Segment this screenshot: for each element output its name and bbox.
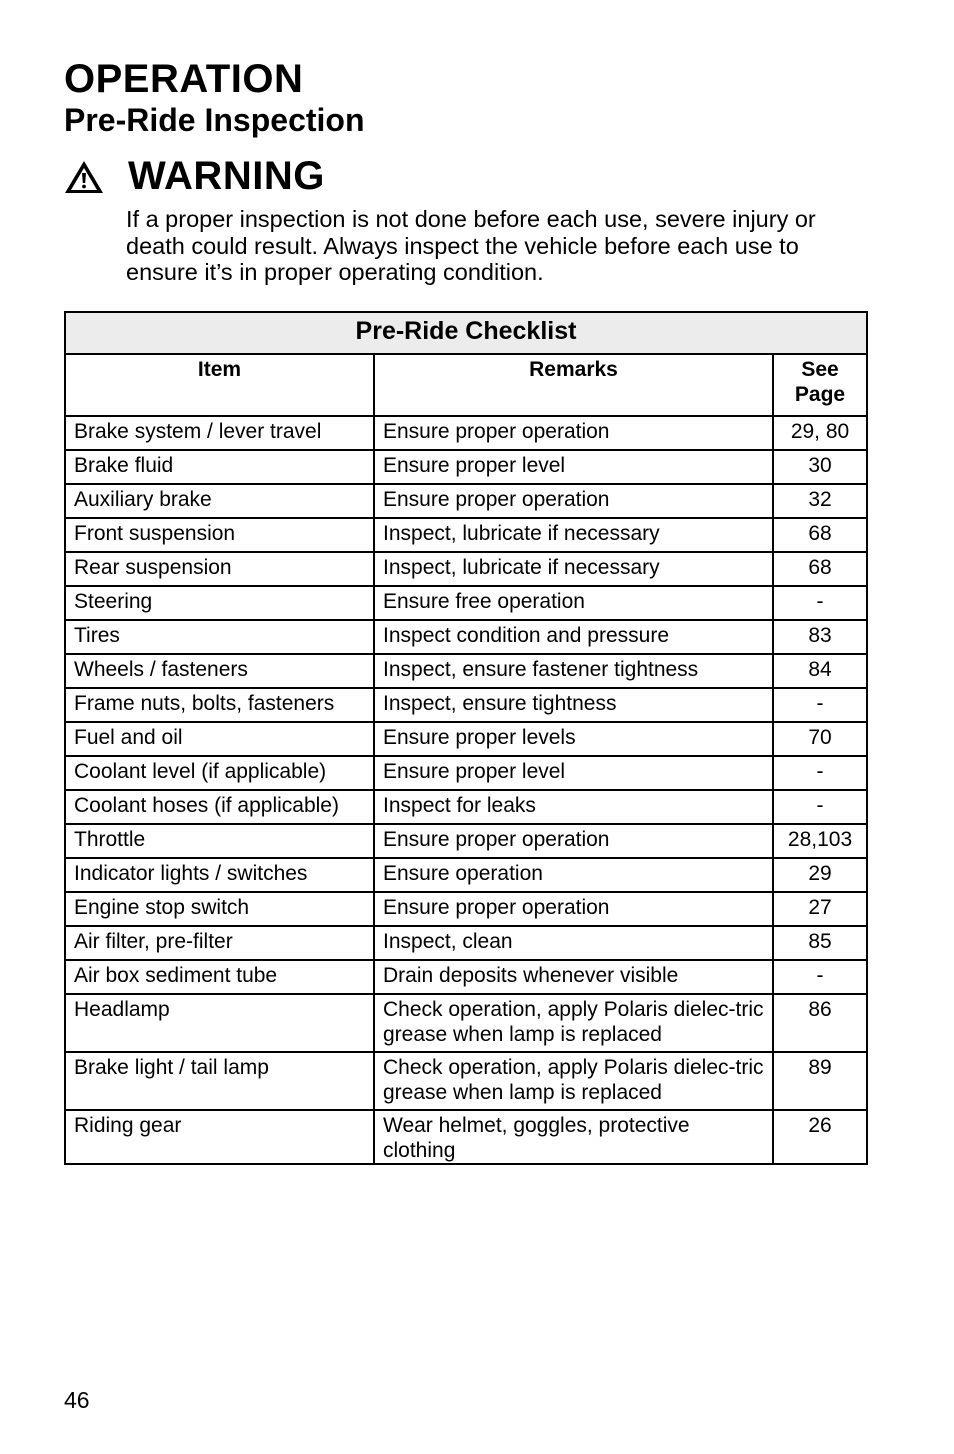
cell-item: Coolant level (if applicable) <box>65 756 374 790</box>
cell-item: Brake system / lever travel <box>65 416 374 450</box>
cell-see-page: - <box>773 688 867 722</box>
cell-see-page: 32 <box>773 484 867 518</box>
table-row <box>65 722 867 756</box>
cell-item: Auxiliary brake <box>65 484 374 518</box>
cell-item: Riding gear <box>65 1110 374 1164</box>
cell-see-page: - <box>773 790 867 824</box>
cell-see-page: 85 <box>773 926 867 960</box>
cell-see-page: 89 <box>773 1052 867 1110</box>
cell-see-page: 29 <box>773 858 867 892</box>
cell-remarks: Inspect, lubricate if necessary <box>374 552 773 586</box>
warning-title: WARNING <box>128 154 325 198</box>
cell-remarks: Ensure proper operation <box>374 484 773 518</box>
cell-item: Headlamp <box>65 994 374 1052</box>
cell-item: Air box sediment tube <box>65 960 374 994</box>
cell-remarks: Ensure proper level <box>374 756 773 790</box>
cell-see-page: 86 <box>773 994 867 1052</box>
cell-remarks: Ensure proper level <box>374 450 773 484</box>
cell-remarks: Check operation, apply Polaris dielec-tric grease when lamp is replaced <box>374 1052 773 1110</box>
cell-item: Wheels / fasteners <box>65 654 374 688</box>
table-row <box>65 756 867 790</box>
column-header-item: Item <box>65 354 374 416</box>
cell-item: Brake fluid <box>65 450 374 484</box>
cell-see-page: 70 <box>773 722 867 756</box>
table-row <box>65 586 867 620</box>
cell-see-page: 30 <box>773 450 867 484</box>
cell-remarks: Check operation, apply Polaris dielec-tric grease when lamp is replaced <box>374 994 773 1052</box>
cell-item: Coolant hoses (if applicable) <box>65 790 374 824</box>
cell-item: Throttle <box>65 824 374 858</box>
cell-see-page: 27 <box>773 892 867 926</box>
table-body <box>65 416 867 1164</box>
cell-remarks: Ensure proper levels <box>374 722 773 756</box>
cell-see-page: 83 <box>773 620 867 654</box>
table-row <box>65 824 867 858</box>
column-header-see-page <box>773 354 867 416</box>
section-title: OPERATION <box>64 57 304 101</box>
table-row <box>65 892 867 926</box>
cell-remarks: Inspect for leaks <box>374 790 773 824</box>
cell-see-page: - <box>773 960 867 994</box>
table-row <box>65 790 867 824</box>
table-row <box>65 450 867 484</box>
cell-remarks: Ensure operation <box>374 858 773 892</box>
cell-remarks: Ensure proper operation <box>374 416 773 450</box>
table-row <box>65 858 867 892</box>
pre-ride-checklist-table <box>64 311 868 1165</box>
cell-remarks: Inspect condition and pressure <box>374 620 773 654</box>
cell-remarks: Ensure proper operation <box>374 892 773 926</box>
page-number: 46 <box>64 1387 90 1413</box>
cell-item: Rear suspension <box>65 552 374 586</box>
cell-see-page: 28,103 <box>773 824 867 858</box>
cell-item: Air filter, pre-filter <box>65 926 374 960</box>
see-page-label: See Page <box>794 358 846 406</box>
column-header-remarks: Remarks <box>374 354 773 416</box>
table-row <box>65 654 867 688</box>
warning-triangle-icon <box>64 160 104 194</box>
cell-item: Frame nuts, bolts, fasteners <box>65 688 374 722</box>
table-row <box>65 484 867 518</box>
cell-see-page: 68 <box>773 552 867 586</box>
cell-item: Steering <box>65 586 374 620</box>
cell-remarks: Inspect, lubricate if necessary <box>374 518 773 552</box>
cell-see-page: 26 <box>773 1110 867 1164</box>
table-header-row <box>65 354 867 416</box>
cell-remarks: Drain deposits whenever visible <box>374 960 773 994</box>
cell-item: Tires <box>65 620 374 654</box>
cell-item: Indicator lights / switches <box>65 858 374 892</box>
cell-item: Engine stop switch <box>65 892 374 926</box>
table-row <box>65 926 867 960</box>
table-row <box>65 1110 867 1164</box>
table-caption-row <box>65 312 867 354</box>
table-row <box>65 960 867 994</box>
table-row <box>65 994 867 1052</box>
table-row <box>65 552 867 586</box>
cell-remarks: Inspect, ensure fastener tightness <box>374 654 773 688</box>
table-title: Pre-Ride Checklist <box>65 312 867 354</box>
cell-item: Brake light / tail lamp <box>65 1052 374 1110</box>
cell-remarks: Ensure free operation <box>374 586 773 620</box>
cell-remarks: Inspect, clean <box>374 926 773 960</box>
cell-remarks: Wear helmet, goggles, protective clothing <box>374 1110 773 1164</box>
cell-item: Front suspension <box>65 518 374 552</box>
cell-item: Fuel and oil <box>65 722 374 756</box>
cell-remarks: Ensure proper operation <box>374 824 773 858</box>
table-row <box>65 518 867 552</box>
cell-see-page: - <box>773 586 867 620</box>
subsection-title: Pre-Ride Inspection <box>64 102 365 138</box>
table-row <box>65 1052 867 1110</box>
table-row <box>65 688 867 722</box>
cell-see-page: 29, 80 <box>773 416 867 450</box>
warning-text: If a proper inspection is not done before each use, severe injury or death could result. Always inspect the vehicle before each use to ensure it’s in proper operating condition. <box>126 206 816 285</box>
table-row <box>65 416 867 450</box>
table-row <box>65 620 867 654</box>
cell-see-page: - <box>773 756 867 790</box>
cell-see-page: 68 <box>773 518 867 552</box>
cell-remarks: Inspect, ensure tightness <box>374 688 773 722</box>
cell-see-page: 84 <box>773 654 867 688</box>
